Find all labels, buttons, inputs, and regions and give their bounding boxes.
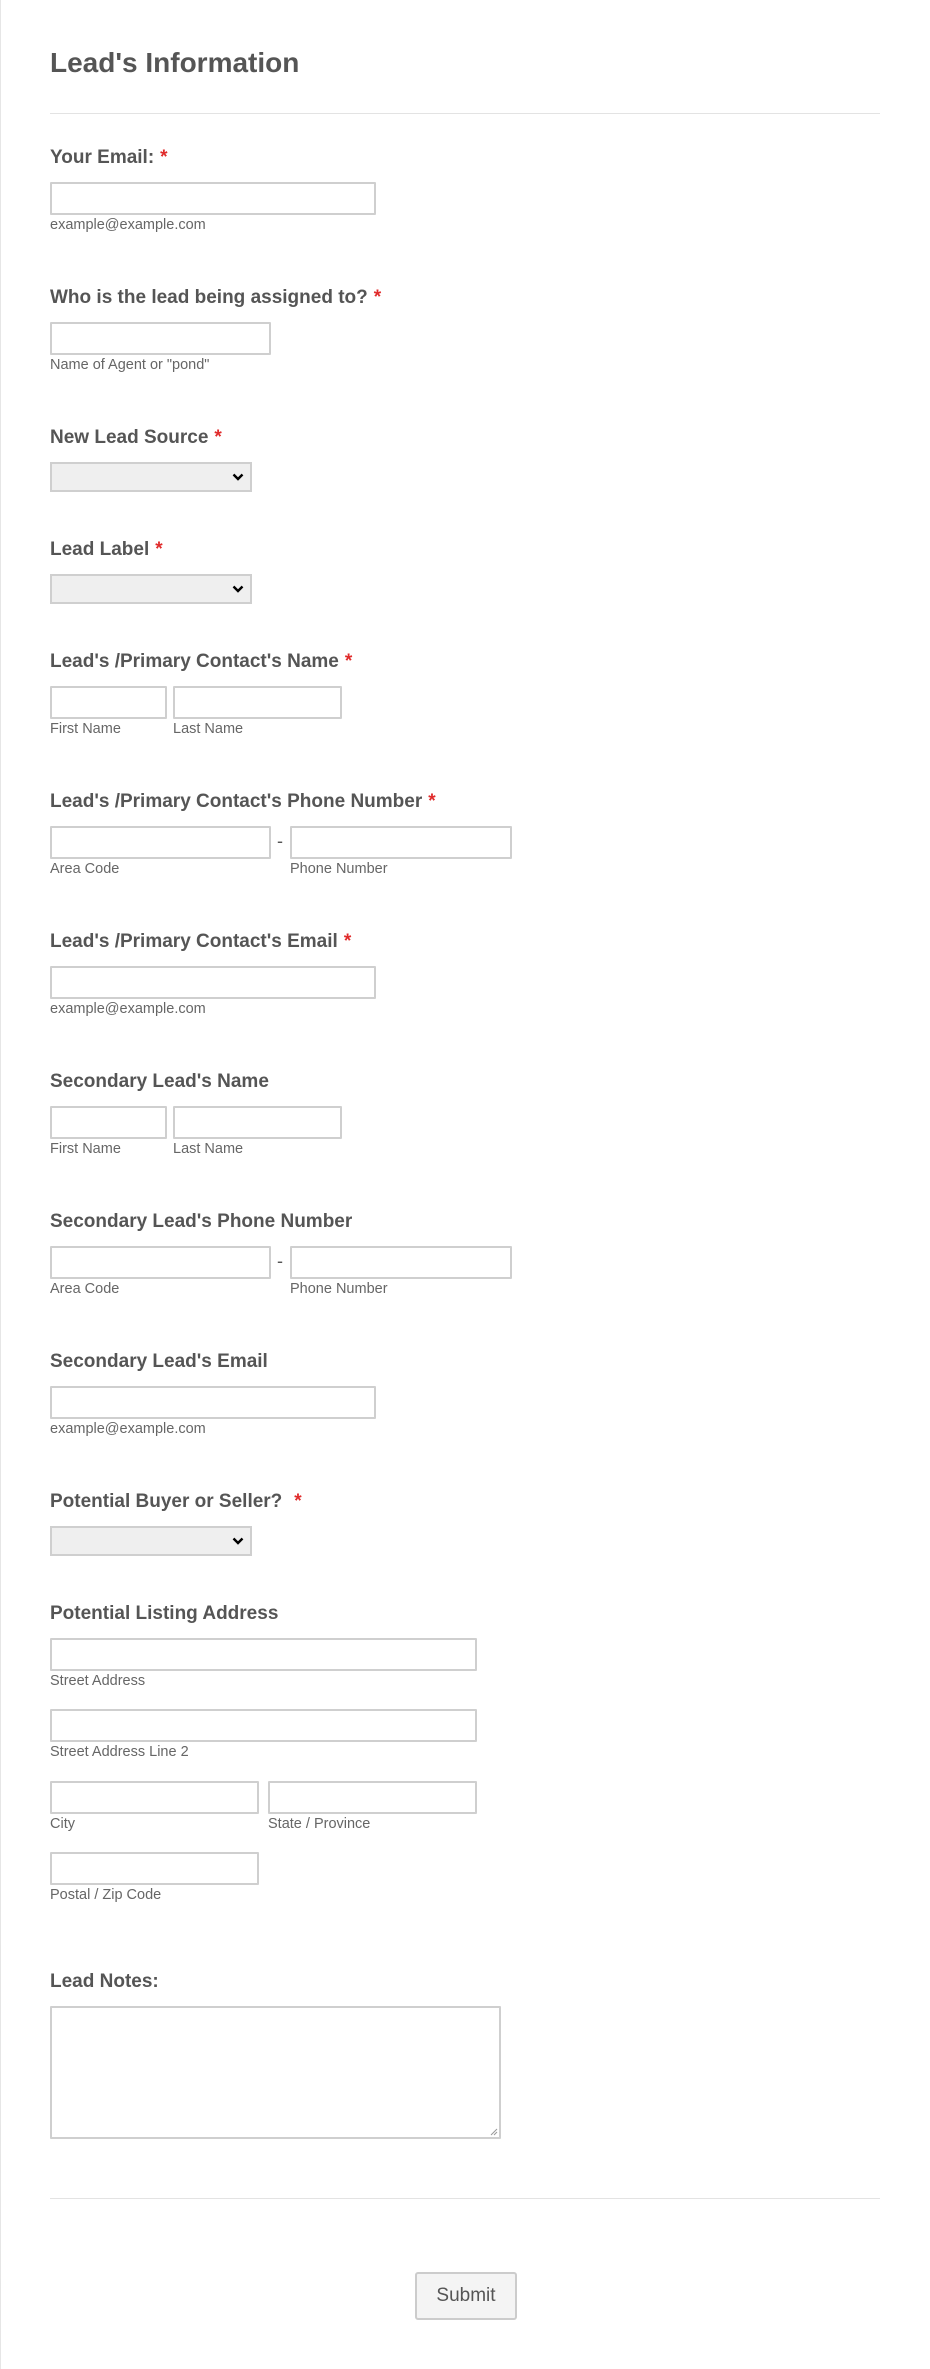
secondary-phone-number-input[interactable]	[290, 1246, 512, 1279]
primary-email-input[interactable]	[50, 966, 376, 999]
phone-separator: -	[277, 1251, 283, 1271]
postal-code-input[interactable]	[50, 1852, 259, 1885]
street-address-line2-input[interactable]	[50, 1709, 477, 1742]
phone-separator: -	[277, 831, 283, 851]
secondary-phone-label: Secondary Lead's Phone Number	[50, 1211, 353, 1232]
submit-button[interactable]: Submit	[415, 2272, 517, 2320]
primary-area-code-input[interactable]	[50, 826, 271, 859]
resize-grip-icon[interactable]	[489, 2127, 498, 2136]
primary-name-label	[50, 651, 352, 673]
your-email-input[interactable]	[50, 182, 376, 215]
street-address-sublabel: Street Address	[50, 1673, 146, 1689]
primary-phone-label	[50, 791, 436, 813]
street-address-input[interactable]	[50, 1638, 477, 1671]
secondary-first-name-sublabel: First Name	[50, 1141, 121, 1157]
header-divider	[50, 113, 880, 114]
primary-area-code-sublabel: Area Code	[50, 861, 120, 877]
primary-first-name-sublabel: First Name	[50, 721, 121, 737]
page-border	[0, 0, 1, 2369]
required-mark: *	[294, 1491, 302, 1512]
buyer-seller-label	[50, 1491, 302, 1513]
lead-notes-textarea[interactable]	[50, 2006, 501, 2139]
state-province-sublabel: State / Province	[268, 1816, 371, 1832]
secondary-email-input[interactable]	[50, 1386, 376, 1419]
primary-phone-label-text: Lead's /Primary Contact's Phone Number	[50, 791, 423, 812]
secondary-last-name-input[interactable]	[173, 1106, 342, 1139]
required-mark: *	[214, 427, 222, 448]
assigned-to-input[interactable]	[50, 322, 271, 355]
your-email-label-text: Your Email:	[50, 147, 155, 168]
primary-email-label	[50, 931, 351, 953]
required-mark: *	[160, 147, 168, 168]
primary-phone-number-input[interactable]	[290, 826, 512, 859]
primary-email-sublabel: example@example.com	[50, 1001, 206, 1017]
lead-notes-wrapper	[50, 2006, 501, 2139]
listing-address-label: Potential Listing Address	[50, 1603, 279, 1624]
primary-phone-number-sublabel: Phone Number	[290, 861, 388, 877]
primary-last-name-input[interactable]	[173, 686, 342, 719]
primary-first-name-input[interactable]	[50, 686, 167, 719]
required-mark: *	[155, 539, 163, 560]
lead-label-select[interactable]	[50, 574, 252, 604]
secondary-first-name-input[interactable]	[50, 1106, 167, 1139]
state-province-input[interactable]	[268, 1781, 477, 1814]
lead-source-label-text: New Lead Source	[50, 427, 209, 448]
postal-code-sublabel: Postal / Zip Code	[50, 1887, 162, 1903]
assigned-to-label	[50, 287, 381, 309]
secondary-email-sublabel: example@example.com	[50, 1421, 206, 1437]
secondary-email-label: Secondary Lead's Email	[50, 1351, 268, 1372]
secondary-name-label: Secondary Lead's Name	[50, 1071, 269, 1092]
buyer-seller-label-text: Potential Buyer or Seller?	[50, 1491, 283, 1512]
lead-label-label	[50, 539, 163, 561]
required-mark: *	[373, 287, 382, 308]
chevron-down-icon	[232, 1535, 244, 1547]
assigned-to-sublabel: Name of Agent or "pond"	[50, 357, 210, 373]
chevron-down-icon	[232, 583, 244, 595]
required-mark: *	[343, 931, 352, 952]
secondary-area-code-input[interactable]	[50, 1246, 271, 1279]
chevron-down-icon	[232, 471, 244, 483]
form-title: Lead's Information	[50, 47, 300, 78]
secondary-area-code-sublabel: Area Code	[50, 1281, 120, 1297]
required-mark: *	[428, 791, 436, 812]
street-address-line2-sublabel: Street Address Line 2	[50, 1744, 189, 1760]
required-mark: *	[344, 651, 353, 672]
your-email-label	[50, 147, 168, 169]
footer-divider	[50, 2198, 880, 2199]
primary-name-label-text: Lead's /Primary Contact's Name	[50, 651, 339, 672]
primary-email-label-text: Lead's /Primary Contact's Email	[50, 931, 338, 952]
your-email-sublabel: example@example.com	[50, 217, 206, 233]
city-input[interactable]	[50, 1781, 259, 1814]
primary-last-name-sublabel: Last Name	[173, 721, 244, 737]
lead-source-select[interactable]	[50, 462, 252, 492]
buyer-seller-select[interactable]	[50, 1526, 252, 1556]
city-sublabel: City	[50, 1816, 75, 1832]
lead-label-label-text: Lead Label	[50, 539, 150, 560]
lead-notes-label: Lead Notes:	[50, 1971, 159, 1992]
secondary-phone-number-sublabel: Phone Number	[290, 1281, 388, 1297]
secondary-last-name-sublabel: Last Name	[173, 1141, 244, 1157]
assigned-to-label-text: Who is the lead being assigned to?	[50, 287, 368, 308]
lead-source-label	[50, 427, 222, 449]
